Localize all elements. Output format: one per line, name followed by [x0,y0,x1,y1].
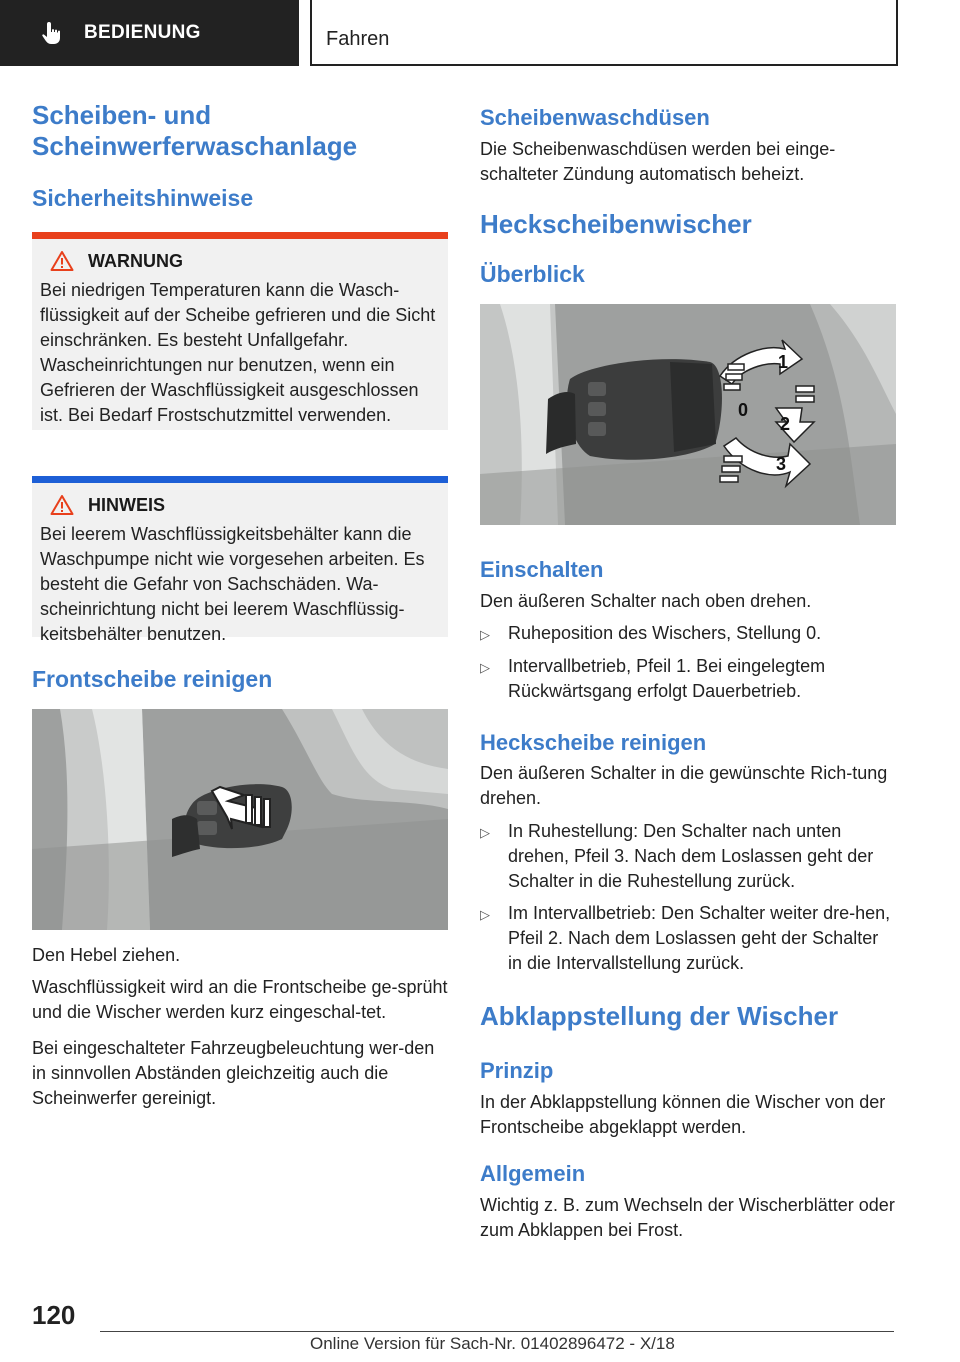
safety-heading: Sicherheitshinweise [32,185,254,211]
left-column [32,100,448,1111]
switch-label-3: 3 [776,454,787,474]
switch-on-text: Den äußeren Schalter nach oben drehen. [480,591,812,611]
footer-divider [100,1331,894,1332]
section-tab [0,0,299,66]
hint-text: Bei leerem Waschflüssigkeitsbehälter kann die Waschpumpe nicht wie vorgesehen arbeiten. Es besteht die Gefahr von Sachschäden. Wa‐scheinrichtung nicht bei leerem Waschflüssig‐keitsbehälter benutzen. [40,524,425,644]
switch-label-2: 2 [780,414,791,434]
principle-heading: Prinzip [480,1058,554,1083]
nozzles-text: Die Scheibenwaschdüsen werden bei einge‐schalteter Zündung automatisch beheizt. [480,139,836,184]
switch-label-0: 0 [738,400,749,420]
warning-box [32,232,448,430]
bullet-triangle-icon: ▷ [480,907,490,922]
rear-wiper-heading: Heckscheibenwischer [480,209,752,239]
footer-version-text: Online Version für Sach-Nr. 01402896472 - X/18 [310,1334,675,1353]
hint-bar [32,476,448,483]
hint-label: HINWEIS [88,494,166,515]
rear-clean-list [480,819,896,976]
hint-box [32,476,448,644]
chapter-label: Fahren [326,28,390,50]
section-tab-label: BEDIENUNG [84,22,201,43]
rear-clean-heading: Heckscheibe reinigen [480,730,707,755]
front-text-3: Bei eingeschalteter Fahrzeugbeleuchtung wer‐den in sinnvollen Abständen gleichzeitig auch die Scheinwerfer gereinigt. [32,1038,435,1108]
page-header [0,0,960,66]
section-title: Scheiben- und Scheinwerferwaschanlage [32,100,358,161]
principle-text: In der Abklappstellung können die Wischer von der Frontscheibe abgeklappt werden. [480,1092,886,1137]
pointing-hand-icon [40,20,66,46]
list-item: ▷ Intervallbetrieb, Pfeil 1. Bei eingelegtem Rückwärtsgang erfolgt Dauerbetrieb. [480,654,896,704]
switch-label-1: 1 [778,352,789,372]
bullet-triangle-icon: ▷ [480,660,490,675]
fold-heading: Abklappstellung der Wischer [480,1001,839,1031]
switch-on-heading: Einschalten [480,557,604,582]
right-column [480,100,896,1243]
general-text: Wichtig z. B. zum Wechseln der Wischerblätter oder zum Abklappen bei Frost. [480,1195,895,1240]
warning-bar [32,232,448,239]
front-washer-lever-image [32,709,448,930]
warning-triangle-icon [50,494,74,516]
page-number: 120 [32,1300,76,1330]
warning-label: WARNUNG [88,250,183,271]
rear-clean-text: Den äußeren Schalter in die gewünschte Rich‐tung drehen. [480,763,888,808]
chapter-tab [310,0,898,66]
list-item: ▷ Ruheposition des Wischers, Stellung 0. [480,621,896,647]
overview-heading: Überblick [480,261,585,287]
front-clean-heading: Frontscheibe reinigen [32,666,273,692]
list-item: ▷ Im Intervallbetrieb: Den Schalter weiter dre‐hen, Pfeil 2. Nach dem Loslassen geht der Schalter in die Intervallstellung zurück. [480,901,896,976]
rear-wiper-switch-image [480,304,896,525]
warning-triangle-icon [50,250,74,272]
general-heading: Allgemein [480,1161,586,1186]
bullet-triangle-icon: ▷ [480,825,490,840]
bullet-triangle-icon: ▷ [480,627,490,642]
switch-on-list [480,621,896,704]
list-item: ▷ In Ruhestellung: Den Schalter nach unten drehen, Pfeil 3. Nach dem Loslassen geht der Schalter in die Ruhestellung zurück. [480,819,896,894]
front-text-2: Waschflüssigkeit wird an die Frontscheibe ge‐sprüht und die Wischer werden kurz eingeschal‐tet. [32,977,448,1022]
nozzles-heading: Scheibenwaschdüsen [480,105,710,130]
warning-text: Bei niedrigen Temperaturen kann die Wasch‐flüssigkeit auf der Scheibe gefrieren und die Sicht einschränken. Es besteht Unfallgefahr. Wascheinrichtungen nur benutzen, wenn ein Gefrieren der Waschflüssigkeit ausgeschlossen ist. Bei Bedarf Frostschutzmittel verwenden. [40,280,436,425]
front-text-1: Den Hebel ziehen. [32,945,181,965]
